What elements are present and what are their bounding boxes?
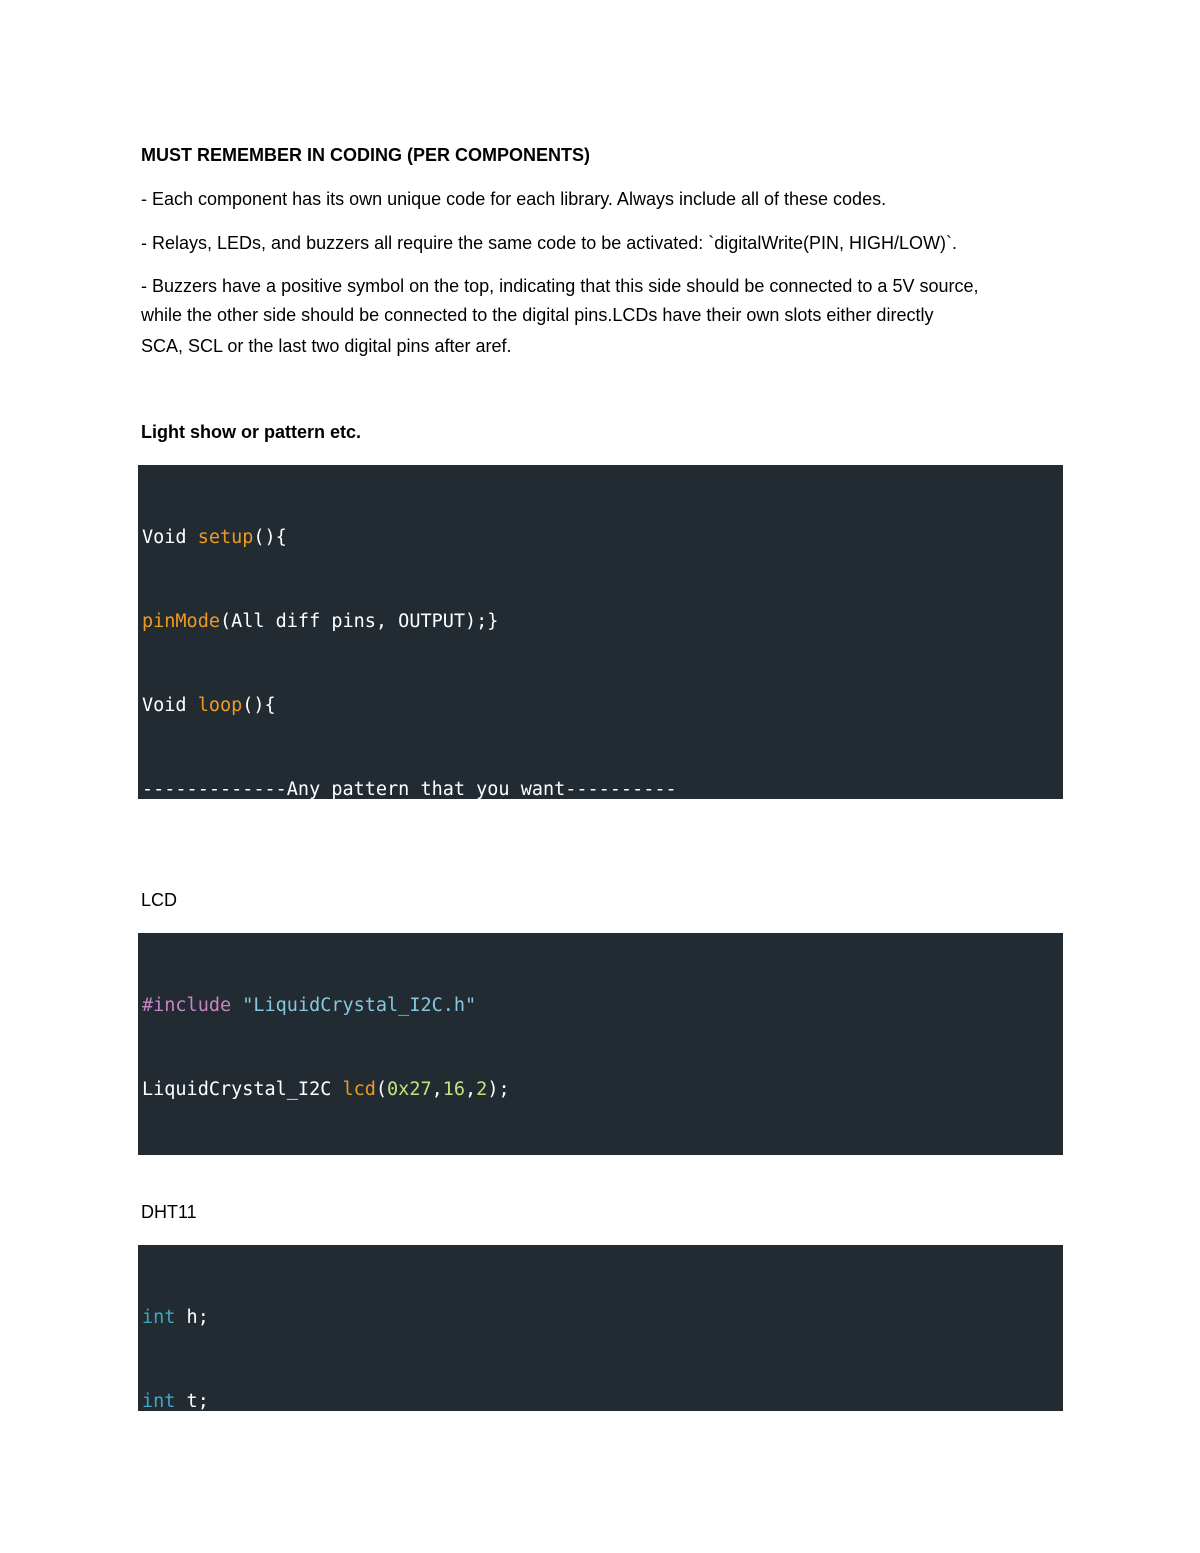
bullet-3-line-3: SCA, SCL or the last two digital pins after aref. — [141, 336, 512, 356]
code-block-light-show — [138, 465, 1063, 799]
code-line: int t; — [142, 1391, 209, 1411]
code-line: pinMode(All diff pins, OUTPUT);} — [142, 611, 499, 632]
bullet-2: - Relays, LEDs, and buzzers all require the same code to be activated: `digitalWrite(PIN, HIGH/LOW)`. — [141, 233, 957, 253]
page-heading: MUST REMEMBER IN CODING (PER COMPONENTS) — [141, 145, 591, 165]
section-title-light-show: Light show or pattern etc. — [141, 422, 362, 442]
section-title-lcd: LCD — [141, 890, 178, 910]
code-line: int h; — [142, 1307, 209, 1328]
bullet-3-line-2: while the other side should be connected to the digital pins.LCDs have their own slots either directly — [141, 305, 934, 325]
bullet-3-line-1: - Buzzers have a positive symbol on the top, indicating that this side should be connected to a 5V source, — [141, 276, 979, 296]
code-line: Void loop(){ — [142, 695, 276, 716]
section-title-dht11: DHT11 — [141, 1202, 197, 1222]
code-block-lcd — [138, 933, 1063, 1155]
code-line: LiquidCrystal_I2C lcd(0x27,16,2); — [142, 1079, 510, 1100]
code-line: #include "LiquidCrystal_I2C.h" — [142, 995, 477, 1016]
code-line: -------------Any pattern that you want---------- — [142, 779, 677, 799]
code-line: Void setup(){ — [142, 527, 287, 548]
code-block-dht11 — [138, 1245, 1063, 1411]
bullet-1: - Each component has its own unique code for each library. Always include all of these codes. — [141, 189, 887, 209]
